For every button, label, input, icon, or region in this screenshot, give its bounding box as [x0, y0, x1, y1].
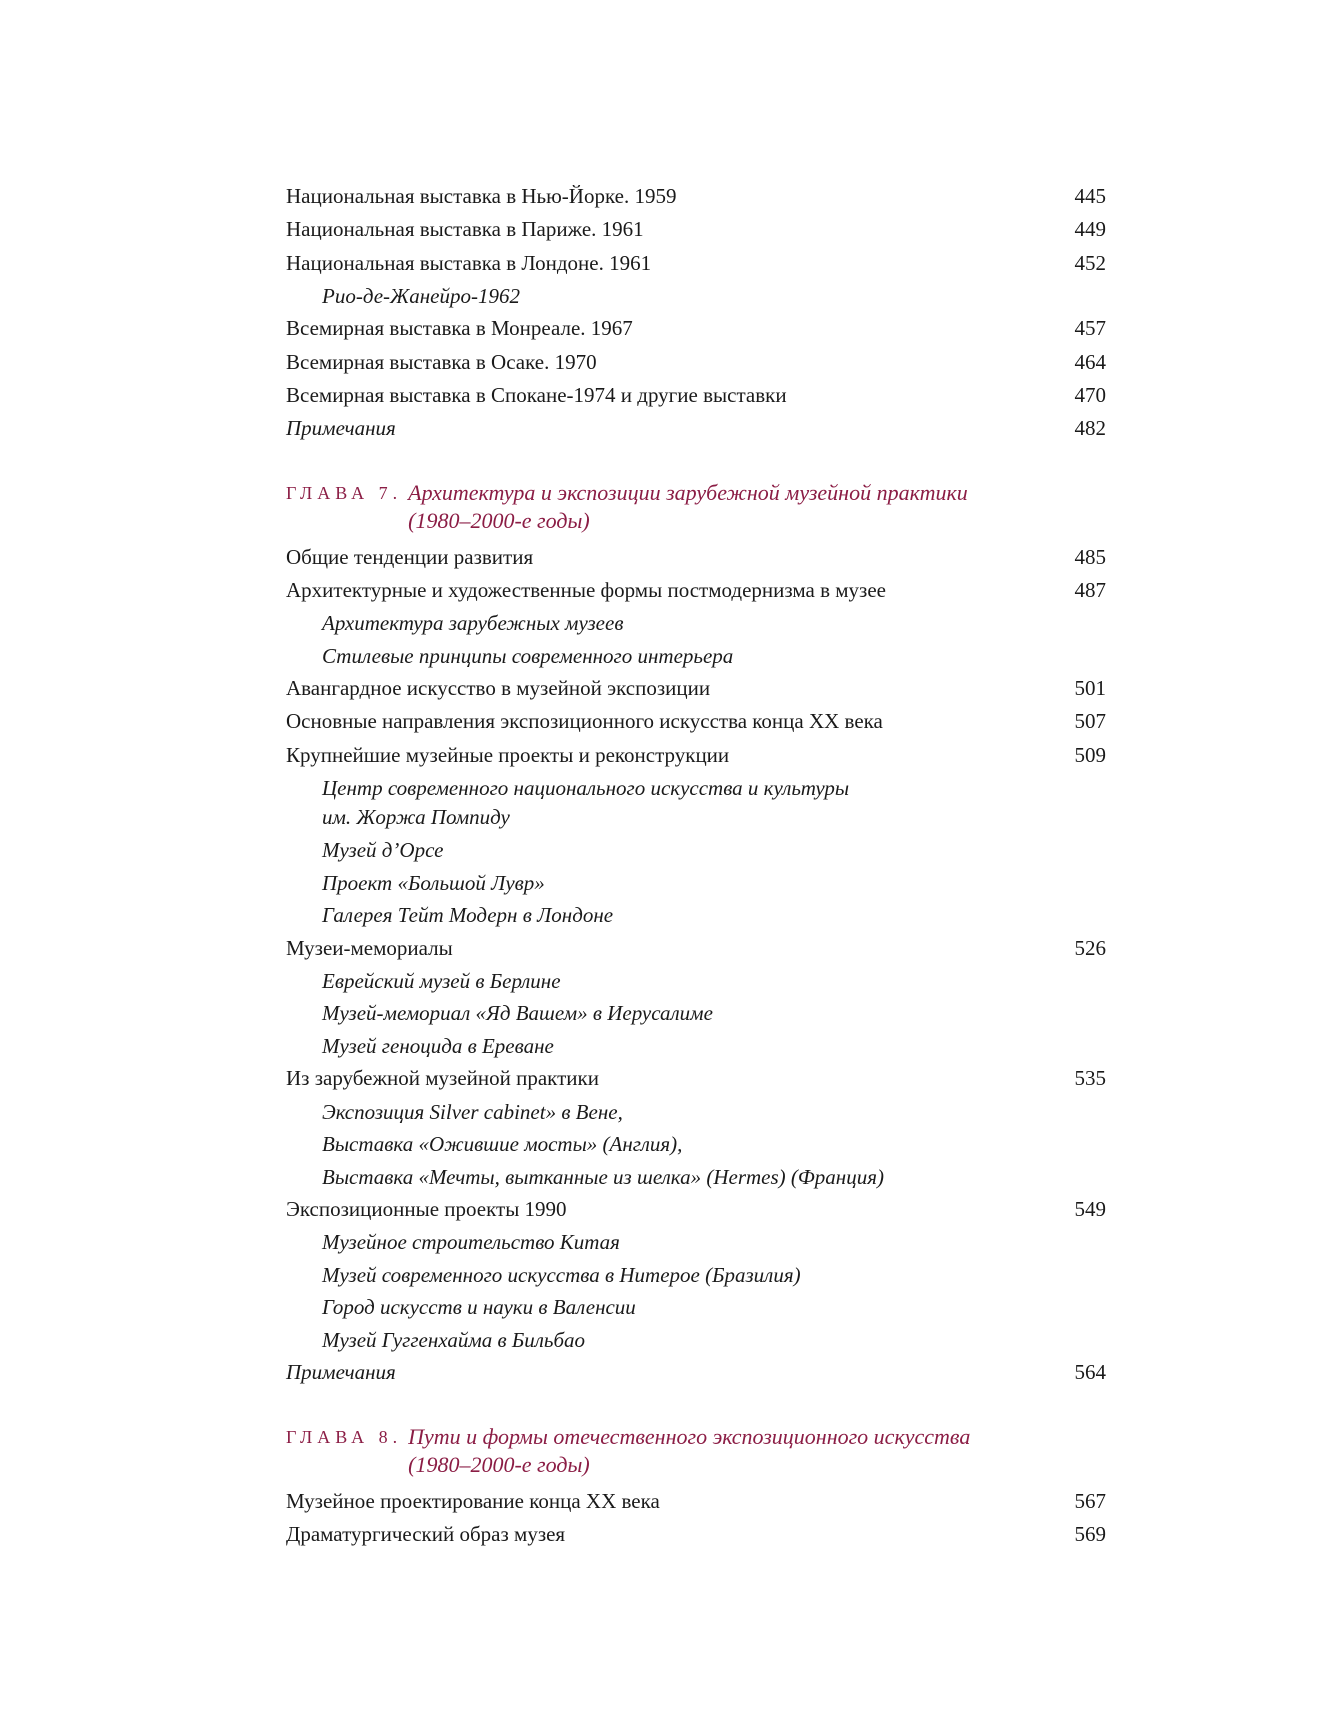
- toc-entry[interactable]: [286, 180, 1106, 213]
- toc-subentry[interactable]: [286, 867, 1106, 900]
- toc-entry-notes[interactable]: [286, 412, 1106, 445]
- toc-entry-title: Драматургический образ музея: [286, 1522, 566, 1547]
- toc-entry-page: 526: [1074, 935, 1106, 960]
- toc-entry-page: 449: [1074, 217, 1106, 242]
- toc-subentry-title: Стилевые принципы современного интерьера: [322, 643, 734, 668]
- toc-subentry[interactable]: [286, 1030, 1106, 1063]
- toc-subentry-title: Музей-мемориал «Яд Вашем» в Иерусалиме: [322, 1001, 713, 1026]
- toc-subentry-line: им. Жоржа Помпиду: [322, 805, 510, 830]
- toc-subentry-title: Еврейский музей в Берлине: [322, 968, 561, 993]
- toc-entry-page: 457: [1074, 316, 1106, 341]
- toc-entry-title: Основные направления экспозиционного искусства конца XX века: [286, 709, 883, 734]
- toc-subentry[interactable]: [286, 834, 1106, 867]
- toc-entry-page: 445: [1074, 184, 1106, 208]
- toc-entry-page: 507: [1074, 709, 1106, 734]
- toc-subentry[interactable]: [286, 997, 1106, 1030]
- toc-entry-page: 564: [1074, 1360, 1106, 1385]
- toc-entry-title: Из зарубежной музейной практики: [286, 1066, 599, 1091]
- toc-entry-title: Примечания: [286, 1360, 396, 1385]
- toc-entry-page: 567: [1074, 1488, 1106, 1513]
- toc-subentry[interactable]: [286, 1324, 1106, 1357]
- toc-subentry-title: Музей современного искусства в Нитерое (Бразилия): [322, 1262, 801, 1287]
- toc-entry-page: 485: [1074, 544, 1106, 569]
- toc-entry-title: Музейное проектирование конца XX века: [286, 1488, 660, 1513]
- toc-entry-page: 470: [1074, 382, 1106, 407]
- toc-entry-page: 452: [1074, 250, 1106, 275]
- toc-entry-notes[interactable]: [286, 1356, 1106, 1389]
- toc-entry-title: Примечания: [286, 416, 396, 441]
- toc-entry-title: Общие тенденции развития: [286, 544, 534, 569]
- toc-entry-page: 464: [1074, 349, 1106, 374]
- toc-subentry-title: Музей геноцида в Ереване: [322, 1033, 554, 1058]
- toc-entry-title: Экспозиционные проекты 1990: [286, 1197, 567, 1222]
- toc-entry-page: 509: [1074, 742, 1106, 767]
- toc-entry[interactable]: [286, 574, 1106, 607]
- toc-entry[interactable]: [286, 379, 1106, 412]
- toc-entry-title: Архитектурные и художественные формы постмодернизма в музее: [286, 577, 886, 602]
- toc-entry-title: Всемирная выставка в Спокане-1974 и другие выставки: [286, 382, 787, 407]
- toc-entry[interactable]: [286, 312, 1106, 345]
- toc-entry-page: 535: [1074, 1066, 1106, 1091]
- toc-subentry-title: Проект «Большой Лувр»: [322, 870, 545, 895]
- chapter-label: ГЛАВА 7.: [286, 482, 403, 503]
- toc-entry[interactable]: [286, 247, 1106, 280]
- toc-entry-page: 549: [1074, 1197, 1106, 1222]
- chapter-title-line: (1980–2000-е годы): [408, 507, 590, 533]
- chapter-heading[interactable]: [286, 479, 1106, 535]
- toc-entry-title: Национальная выставка в Лондоне. 1961: [286, 250, 652, 275]
- toc-entry-title: Всемирная выставка в Осаке. 1970: [286, 349, 597, 374]
- toc-subentry[interactable]: [286, 607, 1106, 640]
- toc-subentry-title: [286, 774, 849, 832]
- toc-subentry-title: Архитектура зарубежных музеев: [322, 611, 624, 636]
- toc-entry[interactable]: [286, 213, 1106, 246]
- toc-entry-title: Национальная выставка в Париже. 1961: [286, 217, 644, 242]
- chapter-title-line: (1980–2000-е годы): [408, 1451, 590, 1477]
- toc-entry[interactable]: [286, 541, 1106, 574]
- toc-entry[interactable]: [286, 739, 1106, 772]
- toc-entry-title: Всемирная выставка в Монреале. 1967: [286, 316, 633, 341]
- toc-entry-page: 487: [1074, 577, 1106, 602]
- toc-subentry-title: Рио-де-Жанейро-1962: [322, 283, 520, 308]
- toc-subentry-title: Галерея Тейт Модерн в Лондоне: [322, 903, 614, 928]
- toc-entry-title: Национальная выставка в Нью-Йорке. 1959: [286, 184, 677, 208]
- toc-subentry-title: Экспозиция Silver cabinet» в Вене,: [322, 1099, 623, 1124]
- toc-entry[interactable]: [286, 346, 1106, 379]
- toc-subentry-title: Выставка «Ожившие мосты» (Англия),: [322, 1132, 683, 1157]
- toc-entry-page: 569: [1074, 1522, 1106, 1547]
- toc-subentry[interactable]: [286, 965, 1106, 998]
- toc-subentry[interactable]: [286, 640, 1106, 673]
- toc-subentry-line: Центр современного национального искусства и культуры: [322, 776, 850, 801]
- toc-subentry-title: Музей Гуггенхайма в Бильбао: [322, 1327, 586, 1352]
- toc-entry[interactable]: [286, 932, 1106, 965]
- toc-subentry[interactable]: [286, 1128, 1106, 1161]
- toc-entry[interactable]: [286, 1062, 1106, 1095]
- chapter-title: [408, 479, 968, 535]
- toc-subentry[interactable]: [286, 1259, 1106, 1292]
- toc-subentry[interactable]: [286, 899, 1106, 932]
- toc-subentry-title: Музейное строительство Китая: [322, 1230, 620, 1255]
- chapter-title-line: Пути и формы отечественного экспозиционного искусства: [408, 1423, 971, 1449]
- table-of-contents: [286, 180, 1106, 1551]
- toc-entry-title: Авангардное искусство в музейной экспозиции: [286, 676, 711, 701]
- toc-subentry-title: Музей д’Орсе: [322, 838, 444, 863]
- toc-entry[interactable]: [286, 1518, 1106, 1551]
- toc-subentry[interactable]: [286, 1291, 1106, 1324]
- chapter-heading[interactable]: [286, 1423, 1106, 1479]
- toc-subentry[interactable]: [286, 772, 1106, 834]
- toc-subentry-title: Выставка «Мечты, вытканные из шелка» (Hermes) (Франция): [322, 1164, 884, 1189]
- toc-subentry[interactable]: [286, 280, 1106, 313]
- toc-entry-title: Крупнейшие музейные проекты и реконструкции: [286, 742, 730, 767]
- toc-entry[interactable]: [286, 672, 1106, 705]
- toc-entry[interactable]: [286, 705, 1106, 738]
- toc-subentry[interactable]: [286, 1161, 1106, 1194]
- toc-entry[interactable]: [286, 1485, 1106, 1518]
- chapter-title: [408, 1423, 970, 1479]
- chapter-title-line: Архитектура и экспозиции зарубежной музейной практики: [408, 479, 968, 505]
- toc-subentry-title: Город искусств и науки в Валенсии: [322, 1295, 636, 1320]
- toc-entry-page: 482: [1074, 416, 1106, 441]
- toc-subentry[interactable]: [286, 1096, 1106, 1129]
- toc-entry-title: Музеи-мемориалы: [286, 935, 453, 960]
- chapter-label: ГЛАВА 8.: [286, 1426, 403, 1447]
- toc-subentry[interactable]: [286, 1226, 1106, 1259]
- toc-entry-page: 501: [1074, 676, 1106, 701]
- toc-entry[interactable]: [286, 1193, 1106, 1226]
